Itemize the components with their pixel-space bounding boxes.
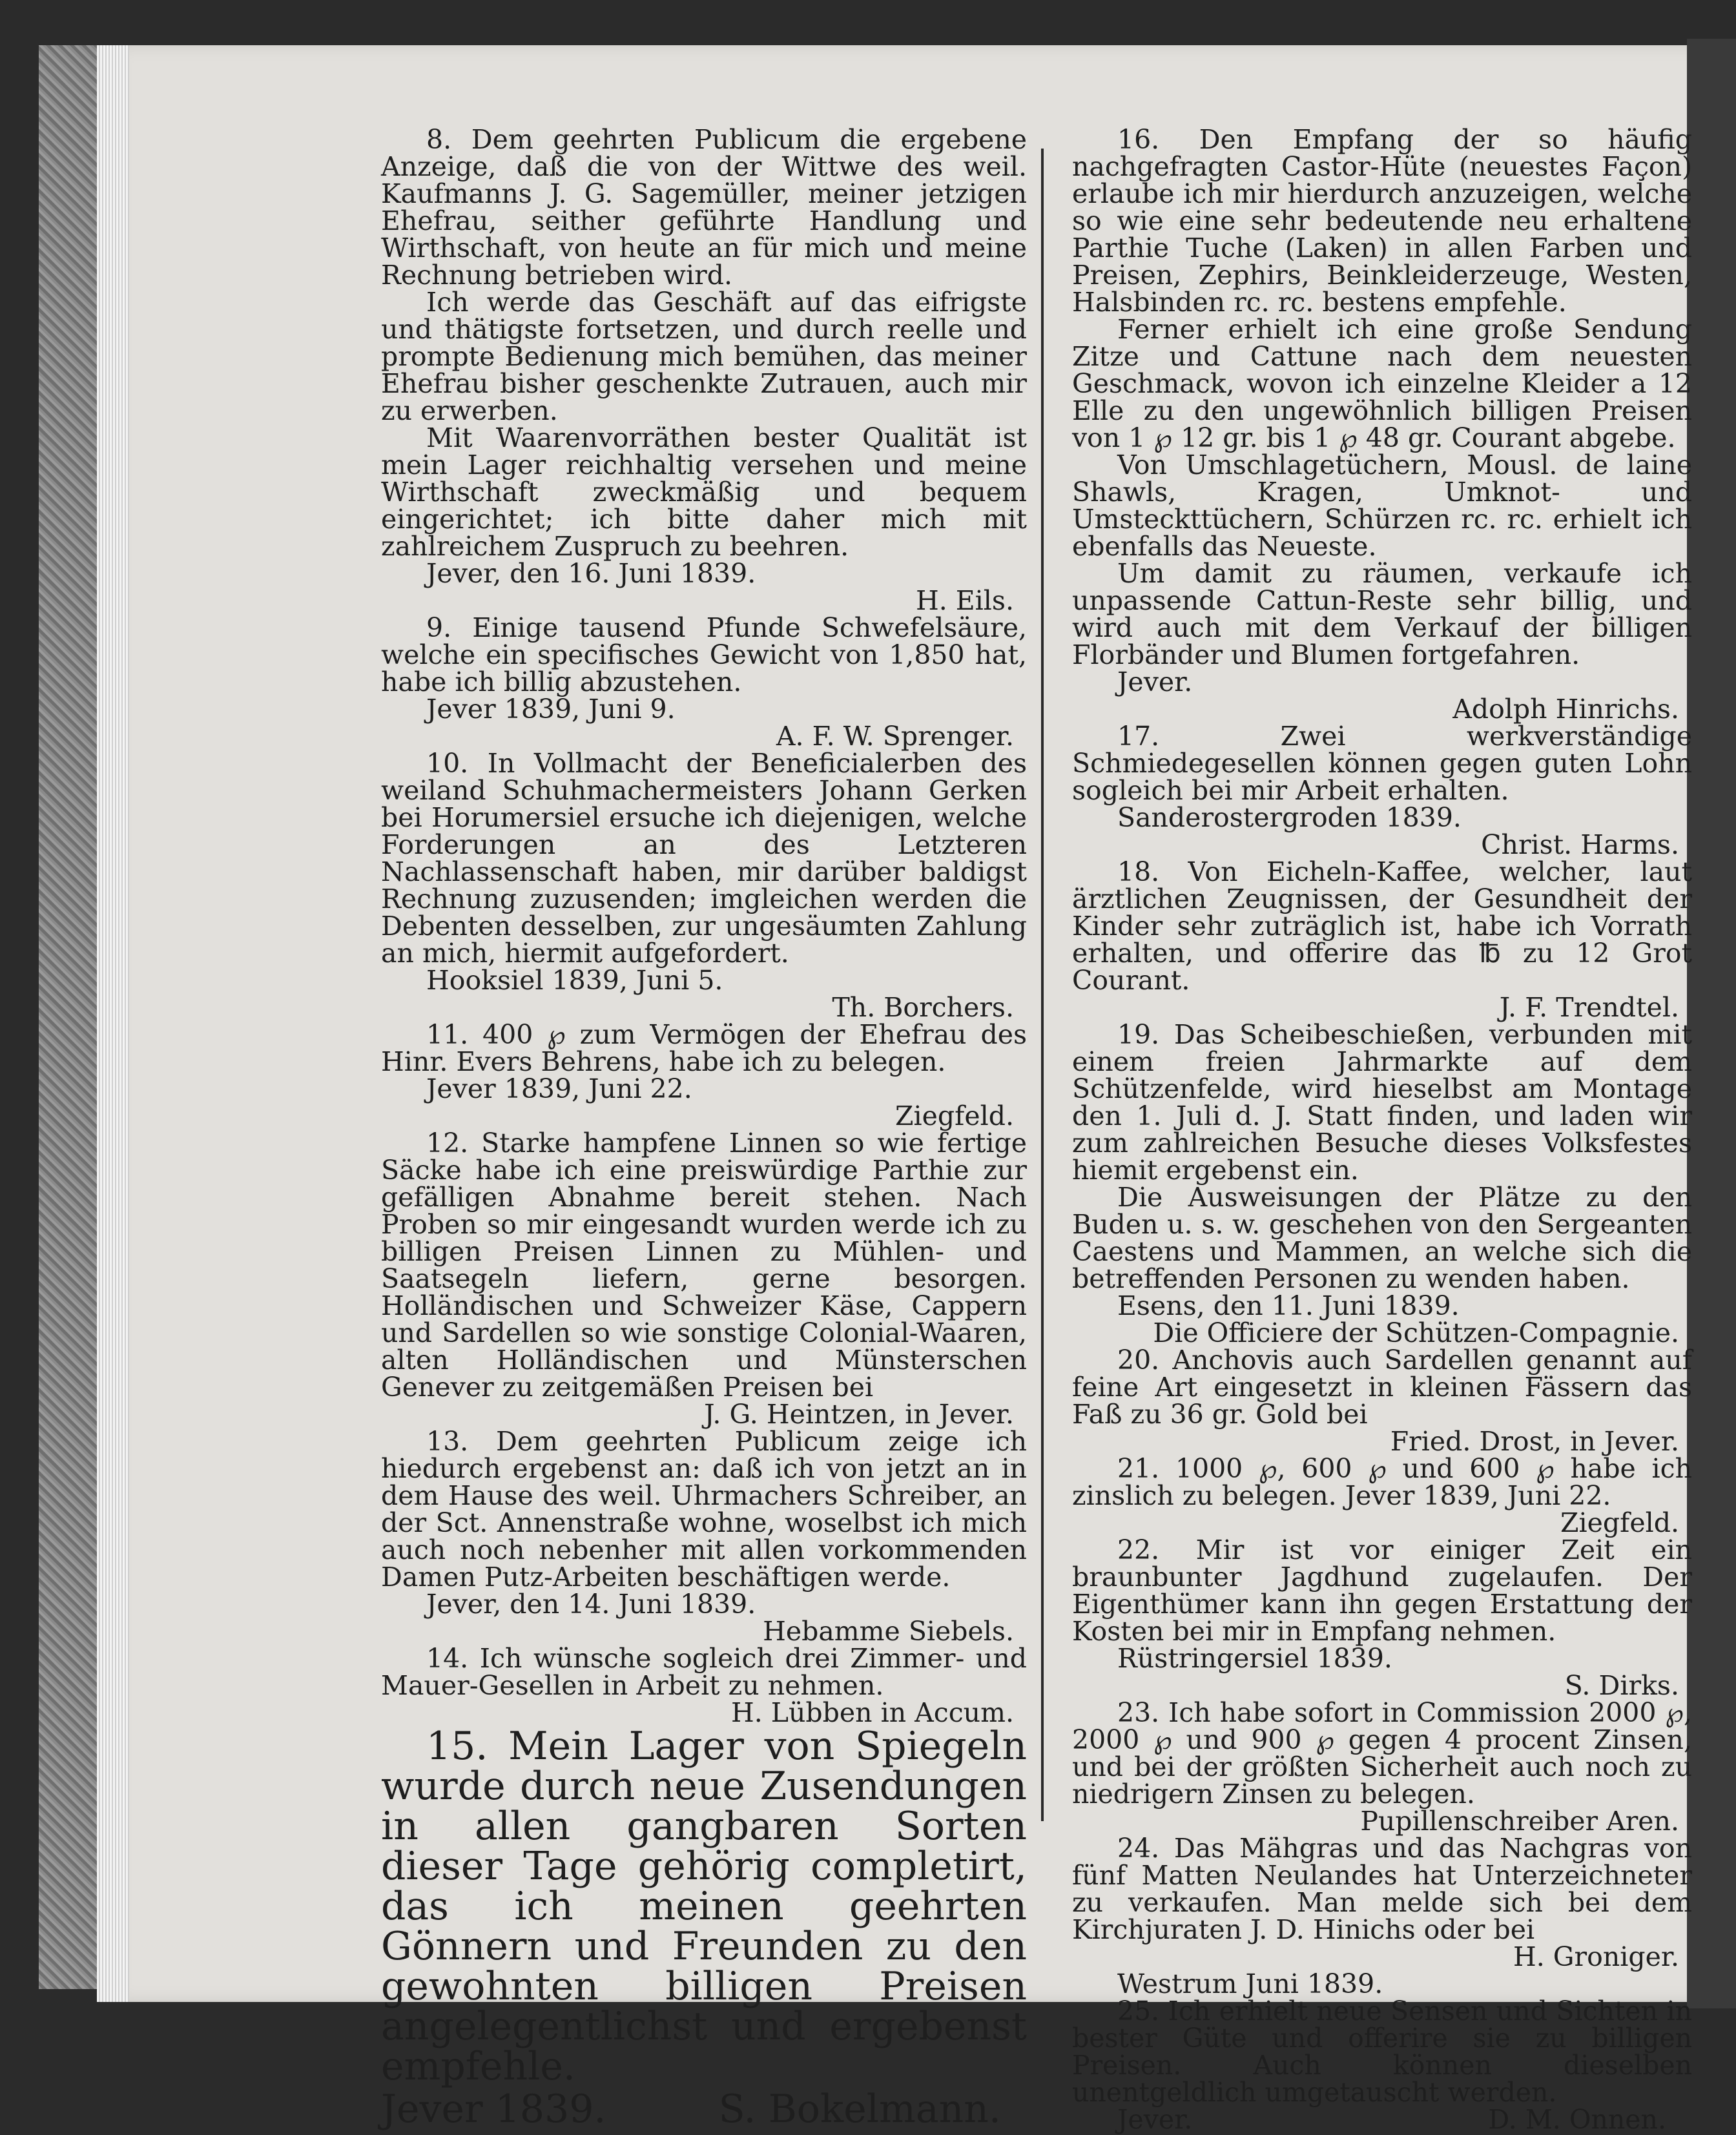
notice-paragraph: 20. Anchovis auch Sardellen genannt auf feine Art eingesetzt in kleinen Fässern das Faß zu 36 gr. Gold bei xyxy=(1072,1345,1692,1430)
notice-signature: Pupillenschreiber Aren. xyxy=(1360,1806,1679,1837)
notice-place-date: Jever 1839, Juni 22. xyxy=(426,1073,692,1104)
notice-signature: A. F. W. Sprenger. xyxy=(776,721,1014,752)
notice-signature: H. Lübben in Accum. xyxy=(730,1697,1014,1728)
notice-place-date: Jever 1839, Juni 9. xyxy=(426,694,676,725)
notice-paragraph: 9. Einige tausend Pfunde Schwefelsäure, welche ein specifisches Gewicht von 1,850 hat, habe ich billig abzustehen. xyxy=(381,612,1027,697)
notice-paragraph: Mit Waarenvorräthen bester Qualität ist mein Lager reichhaltig versehen und meine Wirthschaft zweckmäßig und bequem eingerichtet; ich bitte daher mich mit zahlreichem Zuspruch zu beehren. xyxy=(381,422,1027,562)
closing-place: Jever. xyxy=(1117,2104,1193,2135)
notice-paragraph: 17. Zwei werkverständige Schmiedegesellen können gegen guten Lohn sogleich bei mir Arbeit erhalten. xyxy=(1072,721,1692,806)
right-page-edge xyxy=(1687,39,1736,2008)
notice-paragraph: Ich werde das Geschäft auf das eifrigste und thätigste fortsetzen, und durch reelle und prompte Bedienung mich bemühen, das meiner Ehefrau bisher geschenkte Zutrauen, auch mir zu erwerben. xyxy=(381,287,1027,426)
notice-paragraph: 8. Dem geehrten Publicum die ergebene Anzeige, daß die von der Wittwe des weil. Kaufmanns J. G. Sagemüller, meiner jetzigen Ehefrau, seither geführte Handlung und Wirthschaft, von heute an für mich und meine Rechnung betrieben wird. xyxy=(381,124,1027,291)
notice-place-date: Hooksiel 1839, Juni 5. xyxy=(426,965,723,996)
notice-signature: J. F. Trendtel. xyxy=(1499,992,1679,1023)
notice-place-date: Jever. xyxy=(1117,666,1193,697)
left-column xyxy=(381,126,1027,2132)
notice-signature: Ziegfeld. xyxy=(1560,1507,1679,1538)
notice-paragraph: 14. Ich wünsche sogleich drei Zimmer- und Mauer-Gesellen in Arbeit zu nehmen. xyxy=(381,1643,1027,1701)
notice-place-date: Sanderostergroden 1839. xyxy=(1117,802,1462,833)
notice-place-date: Westrum Juni 1839. xyxy=(1117,1968,1383,1999)
notice-paragraph: 19. Das Scheibeschießen, verbunden mit einem freien Jahrmarkte auf dem Schützenfelde, wird hieselbst am Montage den 1. Juli d. J. Statt finden, und laden wir zum zahlreichen Besuche dieses Volksfestes hiemit ergebenst ein. xyxy=(1072,1019,1692,1186)
notice-signature: Ziegfeld. xyxy=(895,1100,1014,1131)
notice-paragraph: 23. Ich habe sofort in Commission 2000 ℘, 2000 ℘ und 900 ℘ gegen 4 procent Zinsen, und bei der größten Sicherheit auch noch zu niedrigern Zinsen zu belegen. xyxy=(1072,1697,1692,1810)
right-column xyxy=(1072,126,1692,2133)
notice-paragraph: Um damit zu räumen, verkaufe ich unpassende Cattun-Reste sehr billig, und wird auch mit dem Verkauf der billigen Florbänder und Blumen fortgefahren. xyxy=(1072,558,1692,670)
closing-signature: S. Bokelmann. xyxy=(718,2087,1001,2132)
notice-signature: Christ. Harms. xyxy=(1481,829,1679,860)
notice-signature: J. G. Heintzen, in Jever. xyxy=(704,1399,1014,1430)
right-closing-line-28 xyxy=(1072,2106,1692,2133)
notice-signature: Adolph Hinrichs. xyxy=(1452,694,1679,725)
notice-paragraph: Die Ausweisungen der Plätze zu den Buden u. s. w. geschehen von den Sergeanten Caestens und Mammen, an welche sich die betreffenden Personen zu wenden haben. xyxy=(1072,1182,1692,1294)
closing-signature: D. M. Onnen. xyxy=(1488,2104,1666,2135)
notice-paragraph: 18. Von Eicheln-Kaffee, welcher, laut ärztlichen Zeugnissen, der Gesundheit der Kinder sehr zuträglich ist, habe ich Vorrath erhalten, und offerire das ℔ zu 12 Grot Courant. xyxy=(1072,856,1692,996)
notice-signature: S. Dirks. xyxy=(1564,1670,1679,1701)
notice-paragraph-large: 15. Mein Lager von Spiegeln wurde durch neue Zusendungen in allen gangbaren Sorten dieser Tage gehörig completirt, das ich meinen geehrten Gönnern und Freunden zu den gewohnten billigen Preisen angelegentlichst und ergebenst empfehle. xyxy=(381,1724,1027,2089)
notice-paragraph: 12. Starke hampfene Linnen so wie fertige Säcke habe ich eine preiswürdige Parthie zur gefälligen Abnahme bereit stehen. Nach Proben so mir eingesandt wurden werde ich zu billigen Preisen Linnen zu Mühlen- und Saatsegeln liefern, gerne besorgen. Holländischen und Schweizer Käse, Cappern und Sardellen so wie sonstige Colonial-Waaren, alten Holländischen und Münsterschen Genever zu zeitgemäßen Preisen bei xyxy=(381,1128,1027,1403)
notice-paragraph: 21. 1000 ℘, 600 ℘ und 600 ℘ habe ich zinslich zu belegen. Jever 1839, Juni 22. xyxy=(1072,1453,1692,1511)
page-edges xyxy=(97,45,129,2002)
left-closing-line-22 xyxy=(381,2087,1027,2132)
notice-paragraph: 11. 400 ℘ zum Vermögen der Ehefrau des Hinr. Evers Behrens, habe ich zu belegen. xyxy=(381,1019,1027,1077)
notice-place-date: Jever, den 16. Juni 1839. xyxy=(426,558,756,589)
notice-paragraph: 25. Ich erhielt neue Sensen und Sichten in bester Güte und offerire sie zu billigen Preisen. Auch können dieselben unentgeldlich umgetauscht werden. xyxy=(1072,1996,1692,2108)
notice-paragraph: 22. Mir ist vor einiger Zeit ein braunbunter Jagdhund zugelaufen. Der Eigenthümer kann ihn gegen Erstattung der Kosten bei mir in Empfang nehmen. xyxy=(1072,1534,1692,1647)
notice-paragraph: 13. Dem geehrten Publicum zeige ich hiedurch ergebenst an: daß ich von jetzt an in dem Hause des weil. Uhrmachers Schreiber, an der Sct. Annenstraße wohne, woselbst ich mich auch noch nebenher mit allen vorkommenden Damen Putz-Arbeiten beschäftigen werde. xyxy=(381,1426,1027,1593)
notice-place-date: Esens, den 11. Juni 1839. xyxy=(1117,1290,1460,1321)
notice-place-date: Rüstringersiel 1839. xyxy=(1117,1643,1392,1674)
notice-paragraph: Ferner erhielt ich eine große Sendung Zitze und Cattune nach dem neuesten Geschmack, wovon ich einzelne Kleider a 12 Elle zu den ungewöhnlich billigen Preisen von 1 ℘ 12 gr. bis 1 ℘ 48 gr. Courant abgebe. xyxy=(1072,314,1692,453)
notice-signature: Th. Borchers. xyxy=(832,992,1014,1023)
notice-signature: H. Groniger. xyxy=(1513,1941,1679,1972)
closing-place: Jever 1839. xyxy=(381,2087,606,2132)
notice-paragraph: 24. Das Mähgras und das Nachgras von fünf Matten Neulandes hat Unterzeichneter zu verkaufen. Man melde sich bei dem Kirchjuraten J. D. Hinichs oder bei xyxy=(1072,1833,1692,1945)
notice-signature: Hebamme Siebels. xyxy=(763,1616,1014,1647)
column-divider xyxy=(1041,149,1044,1821)
notice-paragraph: Von Umschlagetüchern, Mousl. de laine Shawls, Kragen, Umknot- und Umsteckttüchern, Schürzen rc. rc. erhielt ich ebenfalls das Neueste. xyxy=(1072,449,1692,562)
notice-place-date: Jever, den 14. Juni 1839. xyxy=(426,1589,756,1620)
notice-paragraph: 16. Den Empfang der so häufig nachgefragten Castor-Hüte (neuestes Façon) erlaube ich mir hierdurch anzuzeigen, welche so wie eine sehr bedeutende neu erhaltene Parthie Tuche (Laken) in allen Farben und Preisen, Zephirs, Beinkleiderzeuge, Westen, Halsbinden rc. rc. bestens empfehle. xyxy=(1072,124,1692,318)
notice-signature: Die Officiere der Schützen-Compagnie. xyxy=(1153,1317,1679,1348)
notice-signature: Fried. Drost, in Jever. xyxy=(1390,1426,1679,1457)
notice-paragraph: 10. In Vollmacht der Beneficialerben des weiland Schuhmachermeisters Johann Gerken bei Horumersiel ersuche ich diejenigen, welche Forderungen an des Letzteren Nachlassenschaft haben, mir darüber baldigst Rechnung zuzusenden; imgleichen werden die Debenten desselben, zur ungesäumten Zahlung an mich, hiermit aufgefordert. xyxy=(381,748,1027,969)
notice-signature: H. Eils. xyxy=(915,585,1014,616)
